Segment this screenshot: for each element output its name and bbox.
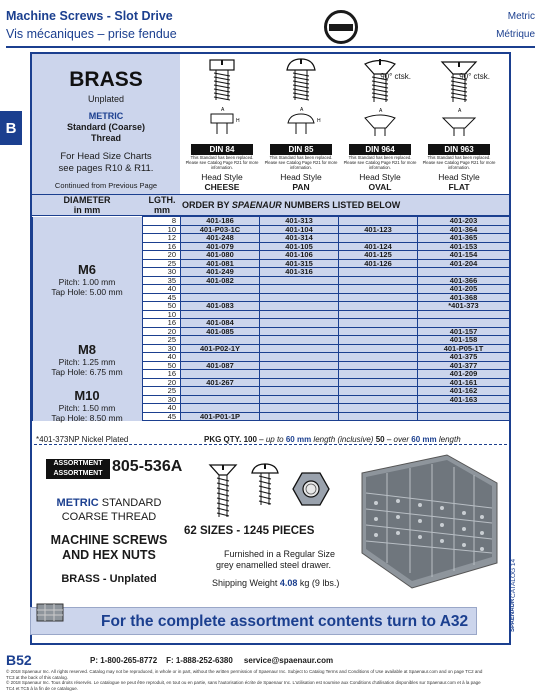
copyright-en: © 2018 Spaenaur Inc. All rights reserved. Catalog may not be reproduced, in whole or in part, without the written permission of Spaenaur Inc. Subject to Catalog Terms and Conditions of Use available at Spaenaur.com and on page TC2 and TC3 at the back of this catalog.: [6, 669, 483, 680]
finish-label: Unplated: [87, 94, 125, 104]
diameter-group-m10: [32, 388, 142, 423]
length-header-unit: mm: [153, 204, 170, 215]
replaced-note: This Standard has been replaced. Please see Catalog Page R21 for more information.: [343, 155, 417, 170]
part-number-cell[interactable]: 401-158: [418, 336, 510, 345]
head-style-label: Head Style: [359, 172, 401, 182]
part-number-cell[interactable]: 401-204: [418, 259, 510, 268]
part-number-cell: [260, 370, 339, 379]
part-number-cell: [339, 361, 418, 370]
metric-label: METRIC: [88, 111, 124, 121]
part-number-cell[interactable]: *401-373: [418, 302, 510, 311]
oval-head-screw-icon: [341, 56, 419, 140]
length-cell: 10: [143, 225, 181, 234]
length-cell: 50: [143, 361, 181, 370]
part-number-cell: [260, 412, 339, 421]
length-cell: 40: [143, 353, 181, 362]
pkg-qty-50: 50: [375, 435, 385, 444]
spaenaur-logo: SPAENAUR: [510, 598, 516, 632]
continued-note: Continued from Previous Page: [54, 181, 158, 190]
assortment-number[interactable]: 805-536A: [112, 458, 183, 475]
diameter-size: M6: [77, 262, 97, 277]
column-pan: [262, 54, 340, 194]
part-number-cell: [181, 370, 260, 379]
package-quantity-note: [204, 435, 461, 444]
part-number-cell: [260, 336, 339, 345]
pkg-inclusive: length (inclusive): [311, 435, 376, 444]
part-number-cell[interactable]: 401-366: [418, 276, 510, 285]
diameter-group-m6: [32, 262, 142, 297]
page-subtitle: Vis mécaniques – prise fendue: [6, 27, 177, 41]
length-header-label: LGTH.: [148, 195, 176, 205]
assortment-drawer-image: [352, 453, 502, 593]
part-number-cell[interactable]: 401-315: [260, 259, 339, 268]
material-heading: BRASS: [69, 68, 143, 91]
part-number-cell: [260, 319, 339, 328]
head-style-value: OVAL: [368, 182, 392, 192]
part-number-cell[interactable]: 401-209: [418, 370, 510, 379]
copyright-fr: © 2018 Spaenaur Inc. Tous droits réservés. Le catalogue ne peut être reproduit, en tout ou en partie, sans l'autorisation écrite de Spaenaur Inc. L'utilisation est soumise aux Conditions d'utilisation disponibles sur Spaenaur.com et à la page TC4 et TC5 à la fin de ce catalogue.: [6, 680, 481, 691]
pkg-length-2: 60 mm: [411, 435, 437, 444]
countersink-note: 90° ctsk.: [459, 72, 490, 81]
table-header: [32, 194, 509, 216]
part-number-cell: [260, 310, 339, 319]
part-number-cell[interactable]: 401-106: [260, 251, 339, 260]
part-number-cell[interactable]: 401-154: [418, 251, 510, 260]
part-number-cell[interactable]: 401-249: [181, 268, 260, 277]
contact-line: [90, 656, 333, 665]
part-number-cell[interactable]: 401-126: [339, 259, 418, 268]
column-cheese: [183, 54, 261, 194]
part-number-cell: [418, 412, 510, 421]
pkg-length-word: length: [436, 435, 461, 444]
part-number-cell[interactable]: 401-163: [418, 395, 510, 404]
part-number-cell: [260, 285, 339, 294]
assortment-shipping: [212, 578, 339, 588]
svg-text:H: H: [236, 118, 240, 124]
catalog-label: CATALOG 14: [510, 558, 517, 598]
part-number-cell: [181, 285, 260, 294]
diameter-group-m8: [32, 342, 142, 377]
page-title: Machine Screws - Slot Drive: [6, 9, 173, 23]
assortment-sizes: 62 SIZES - 1245 PIECES: [184, 525, 315, 537]
head-style-value: FLAT: [448, 182, 470, 192]
order-by-text: ORDER BY: [182, 200, 230, 210]
pkg-length-1: 60 mm: [285, 435, 312, 444]
pan-head-screw-icon: [262, 56, 340, 140]
head-size-note-2[interactable]: see pages R10 & R11.: [58, 163, 154, 174]
flat-head-screw-icon: [420, 56, 498, 140]
diameter-header-unit: in mm: [73, 204, 101, 215]
part-number-cell: [418, 268, 510, 277]
length-cell: 45: [143, 412, 181, 421]
part-number-cell: [339, 319, 418, 328]
part-number-cell[interactable]: 401-P03-1C: [181, 225, 260, 234]
length-cell: 25: [143, 387, 181, 396]
metric-label-en: Metric: [507, 11, 535, 22]
shipping-label: Shipping Weight: [212, 578, 280, 588]
assortment-standard: STANDARD: [98, 497, 162, 509]
part-number-cell: [339, 217, 418, 226]
part-number-cell: [260, 361, 339, 370]
length-cell: 30: [143, 268, 181, 277]
length-cell: 30: [143, 395, 181, 404]
length-cell: 16: [143, 319, 181, 328]
din-badge: DIN 84: [191, 144, 253, 155]
tap-hole-label: Tap Hole: 5.00 mm: [51, 287, 123, 297]
part-number-cell: [260, 344, 339, 353]
length-cell: 45: [143, 293, 181, 302]
head-style-label: Head Style: [438, 172, 480, 182]
part-number-cell[interactable]: 401-079: [181, 242, 260, 251]
part-number-cell: [181, 404, 260, 413]
part-number-cell: [260, 302, 339, 311]
assortment-metric-standard: [34, 497, 184, 509]
part-number-cell[interactable]: 401-314: [260, 234, 339, 243]
part-number-cell: [339, 285, 418, 294]
part-number-cell: [339, 302, 418, 311]
part-number-cell: [339, 310, 418, 319]
screws-and-nut-icon: [202, 459, 342, 523]
part-number-cell[interactable]: 401-267: [181, 378, 260, 387]
small-drawer-icon: [36, 602, 64, 622]
order-rest-text: NUMBERS LISTED BELOW: [284, 200, 401, 210]
shipping-weight: 4.08: [279, 578, 298, 588]
svg-text:A: A: [458, 108, 462, 114]
part-number-cell: [339, 378, 418, 387]
length-cell: 12: [143, 234, 181, 243]
length-cell: 30: [143, 344, 181, 353]
assortment-machine-screws: MACHINE SCREWS: [50, 533, 168, 547]
part-number-cell: [339, 370, 418, 379]
part-number-cell[interactable]: 401-365: [418, 234, 510, 243]
assortment-furnished-2: grey enamelled steel drawer.: [216, 560, 332, 570]
part-number-cell: [339, 234, 418, 243]
part-number-cell[interactable]: 401-082: [181, 276, 260, 285]
part-number-cell[interactable]: 401-313: [260, 217, 339, 226]
phone-label: P:: [90, 656, 98, 665]
length-cell: 40: [143, 404, 181, 413]
din-badge: DIN 964: [349, 144, 411, 155]
part-number-cell: [339, 412, 418, 421]
part-number-cell[interactable]: 401-084: [181, 319, 260, 328]
din-badge: DIN 85: [270, 144, 332, 155]
length-header: [144, 196, 180, 215]
pitch-label: Pitch: 1.25 mm: [58, 357, 116, 367]
thread-label: Thread: [90, 133, 121, 143]
part-number-cell[interactable]: 401-085: [181, 327, 260, 336]
part-number-cell[interactable]: 401-125: [339, 251, 418, 260]
svg-text:A: A: [221, 107, 225, 113]
part-number-cell: [260, 353, 339, 362]
length-cell: 8: [143, 217, 181, 226]
part-number-cell: [260, 378, 339, 387]
length-cell: 40: [143, 285, 181, 294]
diameter-size: M10: [74, 388, 100, 403]
diameter-header: [32, 196, 142, 215]
assortment-label-1: ASSORTMENT: [53, 460, 103, 467]
assortment-furnished-1: Furnished in a Regular Size: [224, 549, 336, 559]
part-number-cell: [418, 404, 510, 413]
part-number-cell: [181, 353, 260, 362]
length-cell: 20: [143, 251, 181, 260]
replaced-note: This Standard has been replaced. Please see Catalog Page R21 for more information.: [185, 155, 259, 170]
part-number-cell: [418, 319, 510, 328]
part-number-cell[interactable]: 401-105: [260, 242, 339, 251]
pkg-over: – over: [384, 435, 412, 444]
part-number-cell: [181, 395, 260, 404]
part-number-cell[interactable]: 401-161: [418, 378, 510, 387]
head-style-value: PAN: [292, 182, 310, 192]
banner-text: For the complete assortment contents turn to A32: [101, 613, 469, 630]
part-number-cell: [339, 387, 418, 396]
length-cell: 20: [143, 327, 181, 336]
part-number-cell: [418, 310, 510, 319]
head-style-label: Head Style: [201, 172, 243, 182]
column-oval: [341, 54, 419, 194]
column-flat: [420, 54, 498, 194]
table-row: [33, 217, 510, 226]
brand-name: SPAENAUR: [231, 200, 282, 210]
part-number-cell: [339, 404, 418, 413]
part-number-cell[interactable]: 401-157: [418, 327, 510, 336]
part-number-cell[interactable]: 401-162: [418, 387, 510, 396]
shipping-unit: kg (9 lbs.): [297, 578, 340, 588]
table-row: [33, 310, 510, 319]
head-size-note-1: For Head Size Charts: [60, 151, 152, 162]
part-number-cell[interactable]: 401-P05-1T: [418, 344, 510, 353]
length-cell: 50: [143, 302, 181, 311]
length-cell: 16: [143, 242, 181, 251]
part-number-cell: [260, 387, 339, 396]
part-number-cell[interactable]: 401-377: [418, 361, 510, 370]
head-style-value: CHEESE: [204, 182, 240, 192]
part-number-cell[interactable]: 401-083: [181, 302, 260, 311]
assortment-hex-nuts: AND HEX NUTS: [62, 548, 156, 562]
standard-label: Standard (Coarse): [66, 122, 146, 132]
pkg-qty-label: PKG QTY. 100: [204, 435, 257, 444]
part-number-cell: [339, 395, 418, 404]
replaced-note: This Standard has been replaced. Please see Catalog Page R21 for more information.: [422, 155, 496, 170]
part-number-cell: [260, 276, 339, 285]
part-number-cell[interactable]: 401-P01-1P: [181, 412, 260, 421]
assortment-material: BRASS - Unplated: [61, 573, 157, 585]
head-style-label: Head Style: [280, 172, 322, 182]
product-info-panel: [32, 54, 180, 194]
length-cell: 16: [143, 370, 181, 379]
part-number-cell: [260, 327, 339, 336]
cheese-head-screw-icon: [183, 56, 261, 140]
part-number-cell[interactable]: 401-124: [339, 242, 418, 251]
part-number-cell[interactable]: 401-104: [260, 225, 339, 234]
diameter-header-label: DIAMETER: [63, 195, 111, 205]
svg-text:A: A: [300, 107, 304, 113]
part-number-cell[interactable]: 401-364: [418, 225, 510, 234]
part-number-cell[interactable]: 401-123: [339, 225, 418, 234]
order-by-header: [182, 200, 400, 210]
part-number-cell: [339, 336, 418, 345]
section-tab[interactable]: B: [0, 111, 22, 145]
tap-hole-label: Tap Hole: 6.75 mm: [51, 367, 123, 377]
part-number-cell[interactable]: 401-375: [418, 353, 510, 362]
copyright-notice: [6, 669, 486, 691]
part-number-cell: [339, 268, 418, 277]
pitch-label: Pitch: 1.50 mm: [58, 403, 116, 413]
assortment-contents-banner[interactable]: [30, 607, 477, 635]
part-number-cell[interactable]: 401-081: [181, 259, 260, 268]
fax-label: F:: [166, 656, 174, 665]
part-number-cell[interactable]: 401-248: [181, 234, 260, 243]
svg-text:H: H: [317, 118, 321, 124]
length-cell: 20: [143, 378, 181, 387]
part-number-cell: [339, 276, 418, 285]
product-chart: [30, 52, 511, 645]
part-number-cell[interactable]: 401-368: [418, 293, 510, 302]
part-number-cell[interactable]: 401-316: [260, 268, 339, 277]
part-number-cell: [260, 404, 339, 413]
part-number-cell: [339, 353, 418, 362]
page-header: [6, 6, 535, 48]
metric-label-fr: Métrique: [496, 29, 535, 40]
email-link[interactable]: service@spaenaur.com: [243, 656, 334, 665]
part-number-cell[interactable]: 401-087: [181, 361, 260, 370]
diameter-size: M8: [77, 342, 97, 357]
part-number-cell: [339, 344, 418, 353]
part-number-cell: [339, 327, 418, 336]
slot-drive-icon: [324, 10, 358, 44]
part-number-cell[interactable]: 401-080: [181, 251, 260, 260]
part-number-cell[interactable]: 401-186: [181, 217, 260, 226]
page-number: B52: [6, 652, 32, 668]
part-number-cell[interactable]: 401-203: [418, 217, 510, 226]
length-cell: 10: [143, 310, 181, 319]
svg-text:A: A: [379, 108, 383, 114]
assortment-label-2: ASSORTMENT: [53, 470, 103, 477]
part-number-cell: [181, 387, 260, 396]
assortment-coarse-thread: COARSE THREAD: [61, 511, 157, 523]
nickel-plated-note: *401-373NP Nickel Plated: [36, 435, 129, 444]
length-cell: 25: [143, 336, 181, 345]
part-number-cell: [339, 293, 418, 302]
pkg-upto: – up to: [256, 435, 286, 444]
part-number-cell[interactable]: 401-205: [418, 285, 510, 294]
part-number-cell[interactable]: 401-P02-1Y: [181, 344, 260, 353]
pitch-label: Pitch: 1.00 mm: [58, 277, 116, 287]
length-cell: 25: [143, 259, 181, 268]
replaced-note: This Standard has been replaced. Please see Catalog Page R21 for more information.: [264, 155, 338, 170]
part-number-cell[interactable]: 401-153: [418, 242, 510, 251]
part-number-cell: [181, 336, 260, 345]
tap-hole-label: Tap Hole: 8.50 mm: [51, 413, 123, 423]
length-cell: 35: [143, 276, 181, 285]
assortment-metric: METRIC: [56, 497, 99, 509]
fax-number[interactable]: 1-888-252-6380: [175, 656, 233, 665]
phone-number[interactable]: 1-800-265-8772: [100, 656, 158, 665]
part-number-cell: [260, 395, 339, 404]
countersink-note: 90° ctsk.: [380, 72, 411, 81]
part-number-cell: [260, 293, 339, 302]
din-badge: DIN 963: [428, 144, 490, 155]
